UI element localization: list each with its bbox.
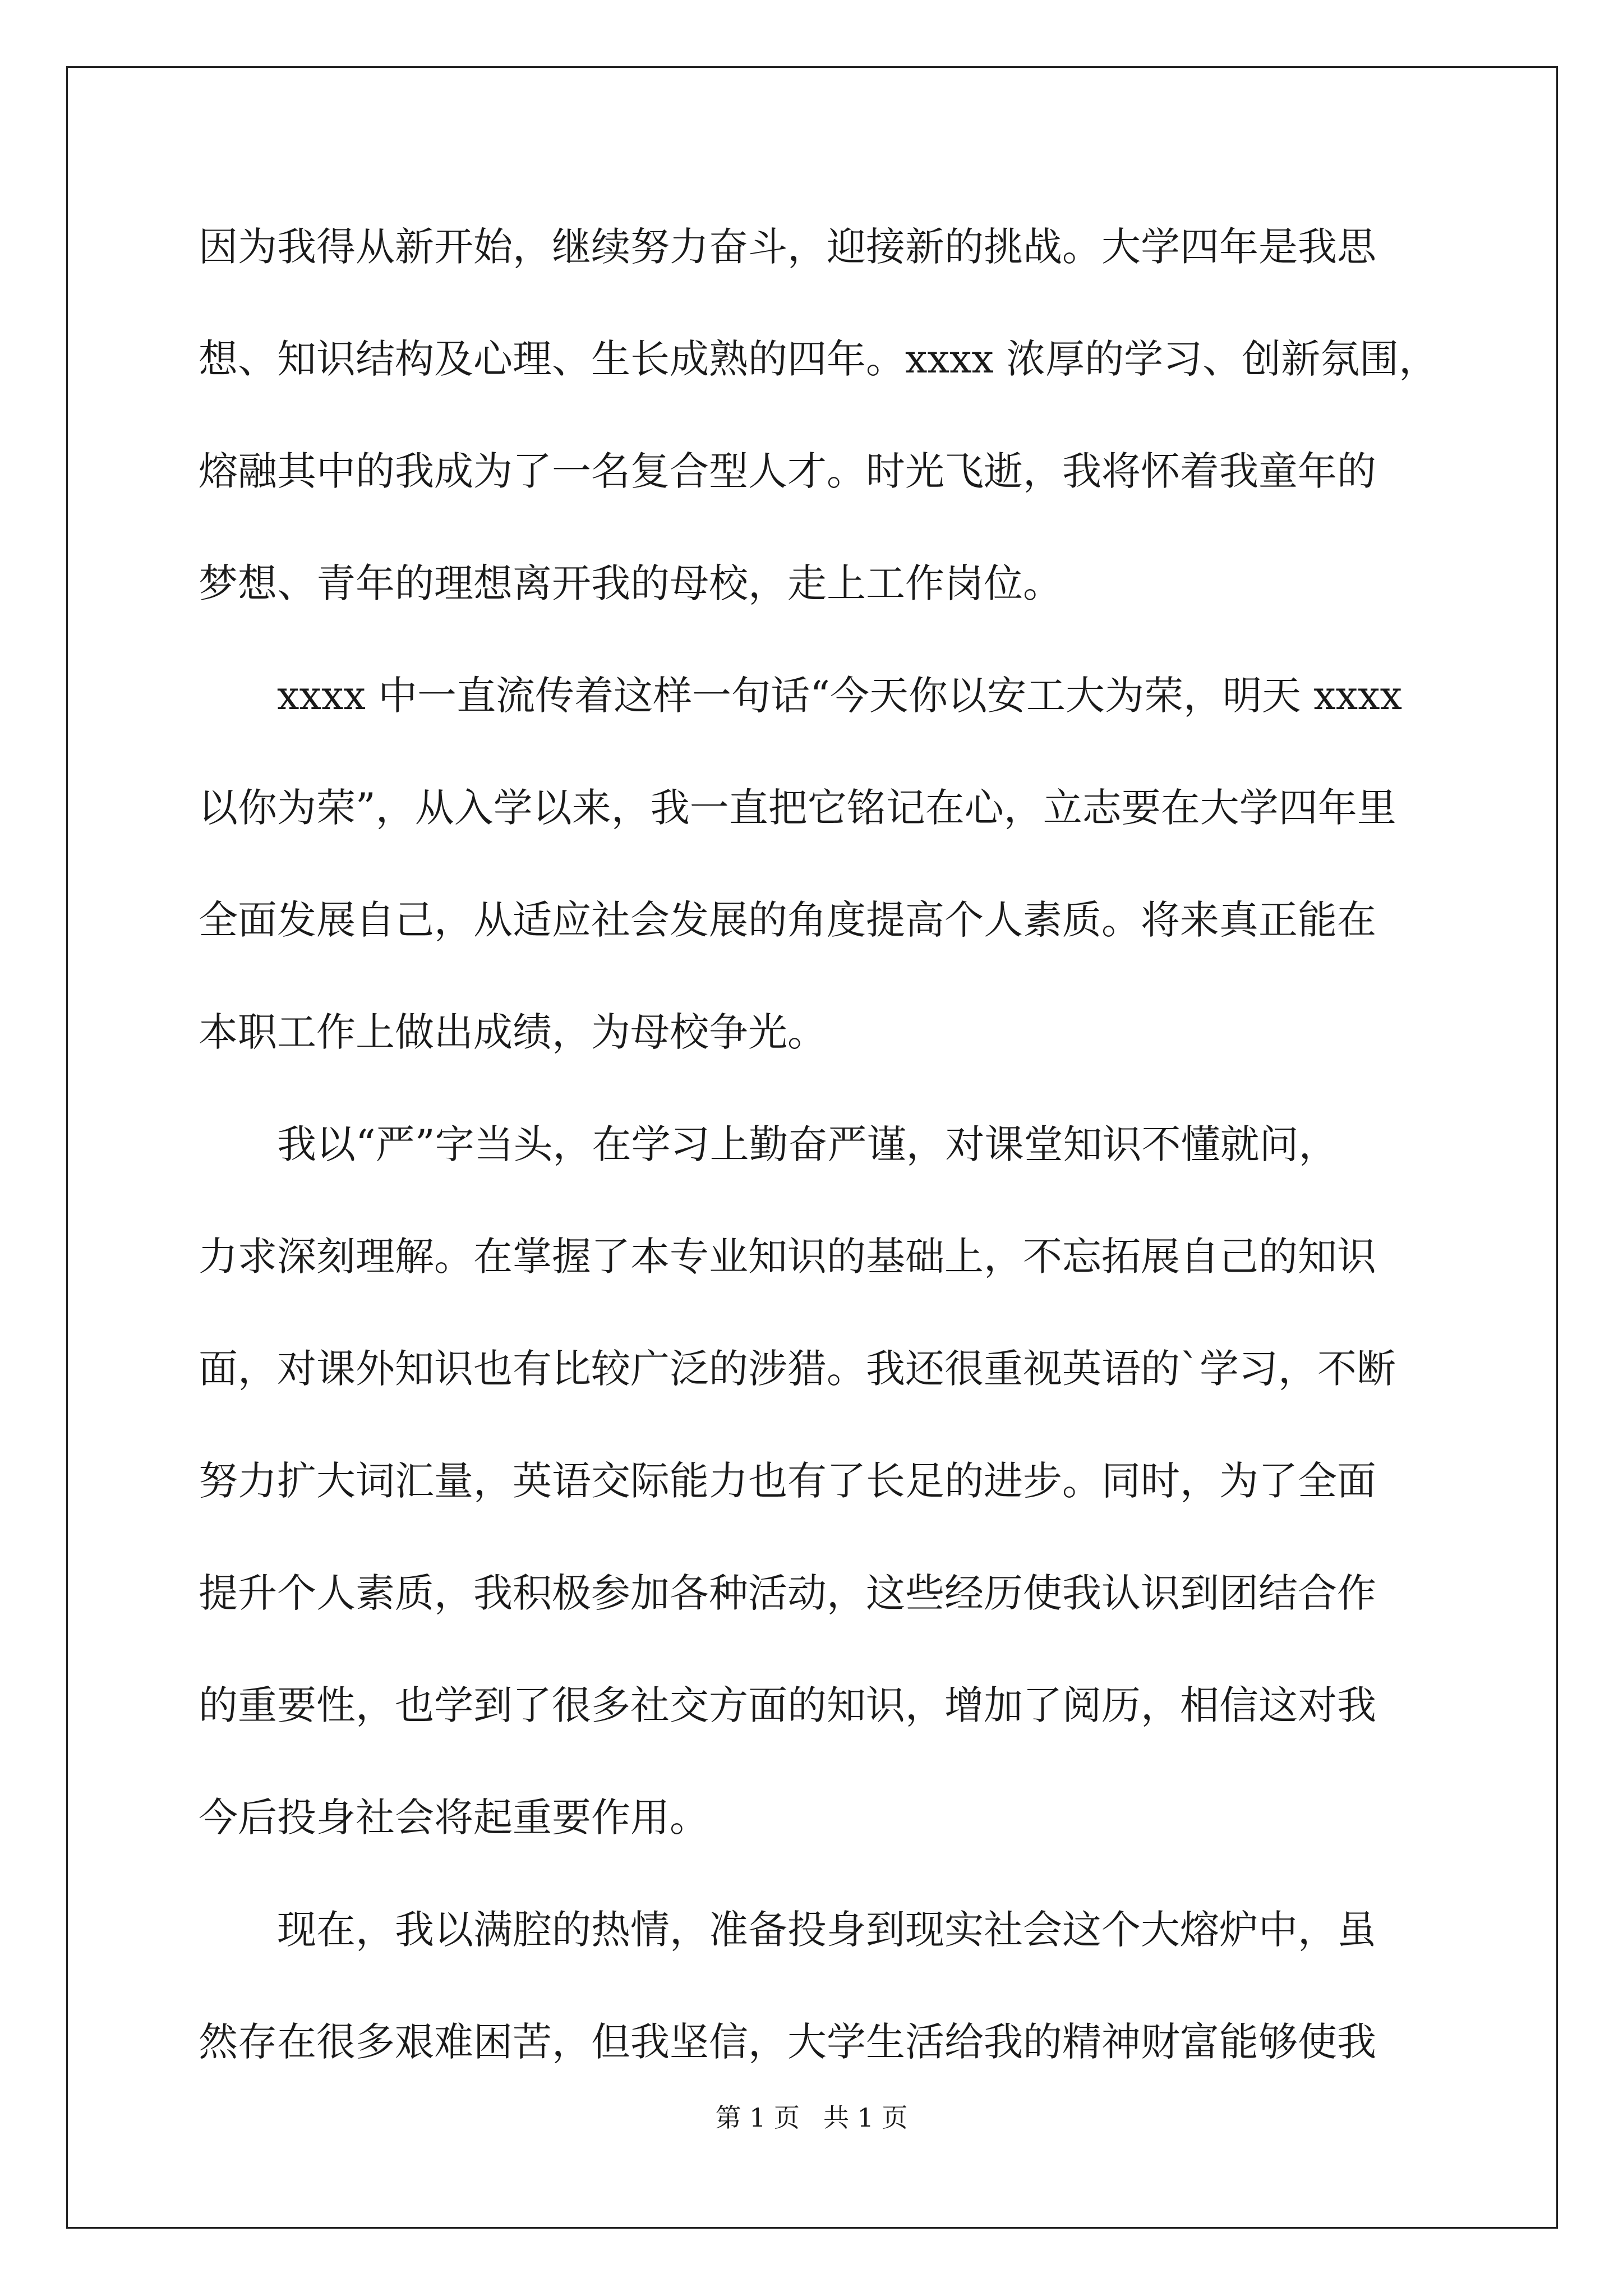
text-line: 我以“严”字当头，在学习上勤奋严谨，对课堂知识不懂就问， (199, 1121, 1338, 1167)
text-line: 熔融其中的我成为了一名复合型人才。时光飞逝，我将怀着我童年的 (199, 448, 1376, 494)
text-line: 的重要性，也学到了很多社交方面的知识，增加了阅历，相信这对我 (199, 1682, 1376, 1728)
text-line: 梦想、青年的理想离开我的母校，走上工作岗位。 (199, 560, 1062, 606)
page-number: 第 1 页 (715, 2102, 800, 2133)
text-line: 提升个人素质，我积极参加各种活动，这些经历使我认识到团结合作 (199, 1570, 1376, 1616)
text-line: 本职工作上做出成绩，为母校争光。 (199, 1009, 827, 1055)
text-line: 以你为荣”，从入学以来，我一直把它铭记在心，立志要在大学四年里 (199, 785, 1396, 831)
text-line: 面，对课外知识也有比较广泛的涉猎。我还很重视英语的`学习，不断 (199, 1346, 1396, 1392)
text-line: xxxx 中一直流传着这样一句话“今天你以安工大为荣，明天 xxxx (199, 673, 1403, 719)
text-line: 今后投身社会将起重要作用。 (199, 1795, 709, 1841)
document-body (199, 213, 1438, 2120)
text-line: 想、知识结构及心理、生长成熟的四年。xxxx 浓厚的学习、创新氛围， (199, 336, 1438, 382)
page-total: 共 1 页 (823, 2102, 908, 2133)
text-line: 力求深刻理解。在掌握了本专业知识的基础上，不忘拓展自己的知识 (199, 1234, 1376, 1280)
page-footer (0, 2101, 1623, 2134)
text-line: 然存在很多艰难困苦，但我坚信，大学生活给我的精神财富能够使我 (199, 2019, 1376, 2065)
text-line: 努力扩大词汇量，英语交际能力也有了长足的进步。同时，为了全面 (199, 1458, 1376, 1504)
text-line: 全面发展自己，从适应社会发展的角度提高个人素质。将来真正能在 (199, 897, 1376, 943)
text-line: 因为我得从新开始，继续努力奋斗，迎接新的挑战。大学四年是我思 (199, 224, 1376, 270)
text-line: 现在，我以满腔的热情，准备投身到现实社会这个大熔炉中，虽 (199, 1907, 1376, 1953)
